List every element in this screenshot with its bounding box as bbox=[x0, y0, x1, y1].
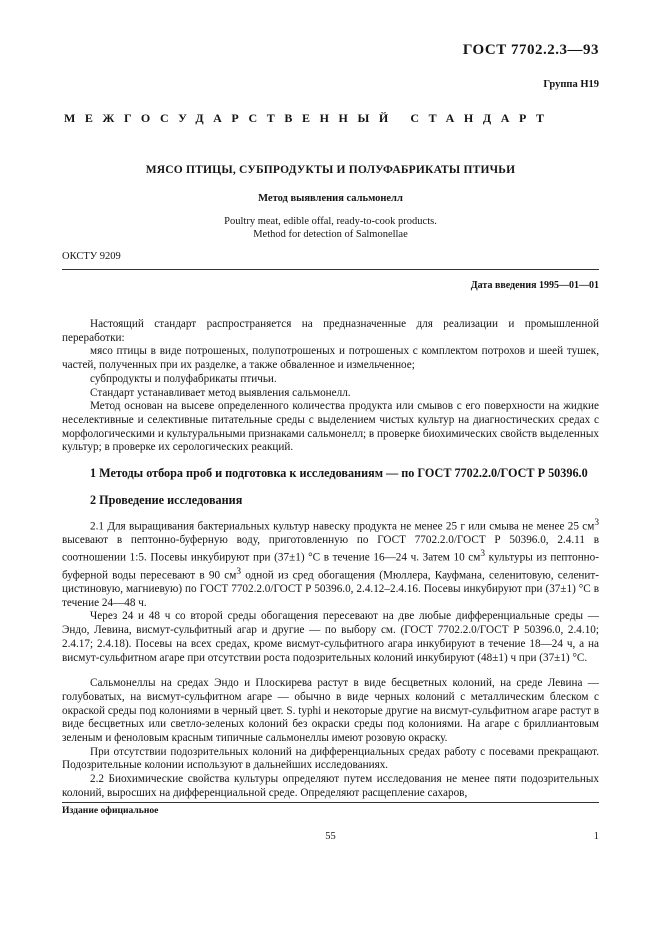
english-title bbox=[62, 216, 599, 241]
document-subtitle: Метод выявления сальмонелл bbox=[258, 193, 403, 204]
paragraph-reseeding: Через 24 и 48 ч со второй среды обогащения пересевают на две любые дифференциальные среды — Эндо, Левина, висмут-сульфитный агар и другие — по выбору см. (ГОСТ 7702.2.0/ГОСТ Р 50396.0, 2.4.10; 2.4.17; 2.4.18). Посевы на всех средах, кроме висмут-сульфитного агара инкубируют в течение 18—24 ч, а на висмут-сульфитном агаре при отсутствии роста подозрительных колоний инкубируют (48±1) ч при (37±1) °С. bbox=[62, 610, 599, 664]
section-1-heading: 1 Методы отбора проб и подготовка к исследованиям — по ГОСТ 7702.2.0/ГОСТ Р 50396.0 bbox=[90, 466, 588, 481]
document-title: МЯСО ПТИЦЫ, СУБПРОДУКТЫ И ПОЛУФАБРИКАТЫ ПТИЧЬИ bbox=[145, 164, 516, 176]
intro-paragraph: Метод основан на высеве определенного количества продукта или смывов с его поверхности на жидкие неселективные и селективные питательные среды с выделением чистых культур на диагностических средах с морфологическими и культуральными признаками сальмонелл; в проверке биохимических свойств выделенных культур; в проверке их серологических реакций. bbox=[62, 400, 599, 454]
english-title-line-1: Poultry meat, edible offal, ready-to-cook products. bbox=[224, 216, 437, 227]
interstate-standard-banner: МЕЖГОСУДАРСТВЕННЫЙ СТАНДАРТ bbox=[64, 111, 554, 125]
intro-paragraph: субпродукты и полуфабрикаты птичьи. bbox=[90, 372, 277, 385]
introduction-date: Дата введения 1995—01—01 bbox=[470, 280, 599, 291]
document-body bbox=[62, 318, 599, 801]
standard-code: ГОСТ 7702.2.3—93 bbox=[462, 42, 599, 58]
okstu-code: ОКСТУ 9209 bbox=[62, 251, 121, 262]
official-edition-label: Издание официальное bbox=[62, 805, 159, 816]
intro-paragraph: Настоящий стандарт распространяется на предназначенные для реализации и промышленной переработки: bbox=[62, 318, 599, 344]
intro-paragraph: мясо птицы в виде потрошеных, полупотрошеных и потрошеных с комплектом потрохов и шеей тушек, частей, полученных при их разделке, а также обваленное и измельченное; bbox=[62, 345, 599, 372]
header-divider bbox=[62, 269, 599, 270]
paragraph-2-2: 2.2 Биохимические свойства культуры определяют путем исследования не менее пяти подозрительных колоний, выросших на дифференциальной среде. Определяют расщепление сахаров, bbox=[62, 773, 599, 799]
section-2-heading: 2 Проведение исследования bbox=[90, 493, 243, 508]
footer-divider bbox=[62, 802, 599, 803]
paragraph-2-1: 2.1 Для выращивания бактериальных культур навеску продукта не менее 25 г или смыва не менее 25 $см^3$ высевают в пептонно-буферную воду, приготовленную по ГОСТ 7702.2.0/ГОСТ Р 50396.0, 2.4.11 в соотношении 1:5. Посевы инкубируют при (37±1) °С в течение 16—24 ч. Затем 10 $см^3$ культуры из пептонно-буферной воды пересевают в 90 $см^3$ одной из сред обогащения (Мюллера, Кауфмана, селенитовую, селенит-цистиновую, магниевую) по ГОСТ 7702.2.0/ГОСТ Р 50396.0, 2.4.12–2.4.16. Посевы инкубируют при (37±1) °С в течение 24—48 ч. bbox=[62, 518, 599, 609]
intro-paragraph: Стандарт устанавливает метод выявления сальмонелл. bbox=[90, 386, 351, 399]
paragraph-salmonella-growth: Сальмонеллы на средах Эндо и Плоскирева растут в виде бесцветных колоний, на среде Левина — голубоватых, на висмут-сульфитном агаре — обычно в виде черных колоний с металлическим блеском с окраской среды под колониями в черный цвет. S. typhi и некоторые другие на висмут-сульфитном агаре растут в виде бесцветных или светло-зеленых колоний без окраски среды под колониями. На агаре с бриллиантовым зеленым и феноловым красным типичные сальмонеллы имеют розовую окраску. bbox=[62, 677, 599, 745]
sheet-number: 1 bbox=[593, 831, 599, 842]
paragraph-no-colonies: При отсутствии подозрительных колоний на дифференциальных средах работу с посевами прекращают. Подозрительные колонии используют в дальнейших исследованиях. bbox=[62, 745, 599, 772]
group-label: Группа Н19 bbox=[543, 79, 599, 90]
page-number: 55 bbox=[325, 831, 336, 842]
english-title-line-2: Method for detection of Salmonellae bbox=[253, 228, 408, 240]
